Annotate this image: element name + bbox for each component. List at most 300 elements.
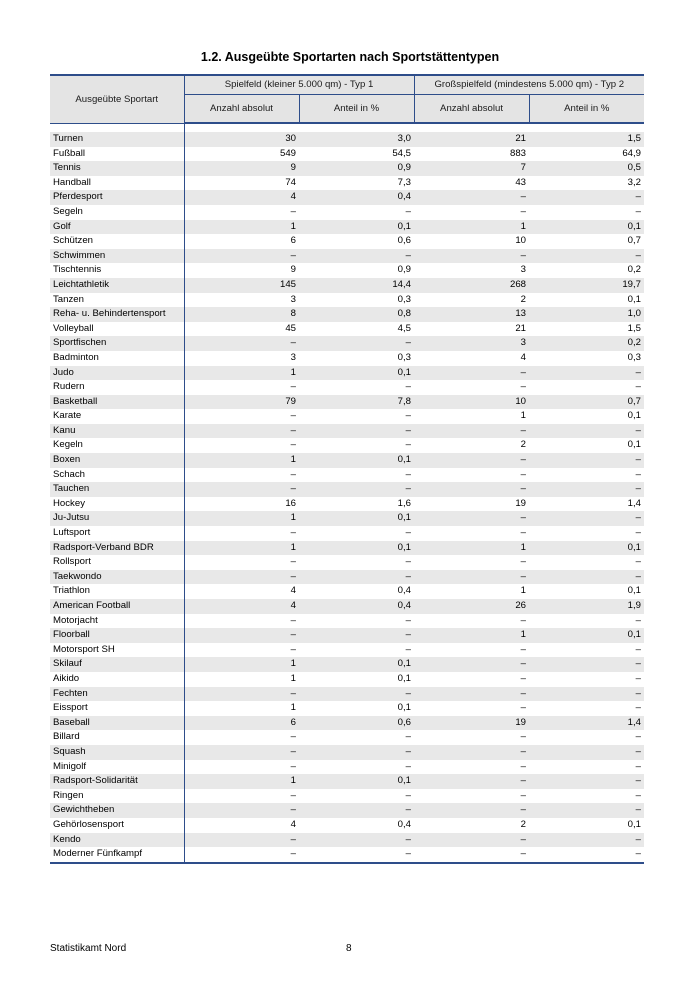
cell-value: –: [299, 570, 414, 585]
table-row: [50, 672, 644, 687]
cell-sport: Skilauf: [50, 657, 184, 672]
cell-value: –: [529, 847, 644, 863]
cell-sport: Reha- u. Behindertensport: [50, 307, 184, 322]
cell-sport: American Football: [50, 599, 184, 614]
table-row: [50, 453, 644, 468]
cell-value: 2: [520, 293, 527, 305]
cell-value: –: [635, 527, 642, 539]
cell-value: 1,4: [627, 497, 642, 509]
cell-value: 3: [520, 264, 527, 276]
cell-sport: Volleyball: [50, 322, 184, 337]
cell-value: 1: [184, 511, 299, 526]
cell-value: –: [520, 789, 527, 801]
cell-value: –: [529, 453, 644, 468]
cell-value: –: [405, 468, 412, 480]
cell-value: –: [635, 381, 642, 393]
cell-value: 16: [285, 497, 296, 509]
table-row: [50, 657, 644, 672]
cell-value: –: [414, 687, 529, 702]
table-row: [50, 614, 644, 629]
cell-value: –: [520, 672, 527, 684]
header-pct-type1: Anteil in %: [299, 94, 414, 123]
cell-value: –: [520, 468, 527, 480]
cell-value: 0,1: [299, 541, 414, 556]
cell-value: –: [184, 628, 299, 643]
cell-value: –: [290, 731, 296, 743]
cell-value: –: [529, 833, 644, 848]
table-row: [50, 322, 644, 337]
cell-value: 19,7: [529, 278, 644, 293]
cell-value: –: [529, 424, 644, 439]
cell-value: 1: [520, 410, 527, 422]
cell-sport: Motorsport SH: [50, 643, 184, 658]
cell-value: –: [520, 205, 527, 217]
cell-value: 1: [290, 672, 296, 684]
cell-value: 64,9: [622, 147, 642, 159]
cell-value: 0,7: [529, 395, 644, 410]
cell-value: 1: [414, 541, 529, 556]
cell-value: 7,8: [299, 395, 414, 410]
table-row: [50, 336, 644, 351]
cell-value: –: [414, 745, 529, 760]
table-row: [50, 541, 644, 556]
cell-value: 74: [285, 176, 296, 188]
cell-value: –: [529, 657, 644, 672]
cell-value: –: [529, 482, 644, 497]
cell-value: 0,8: [299, 307, 414, 322]
cell-sport: Moderner Fünfkampf: [50, 847, 184, 863]
cell-value: 10: [414, 395, 529, 410]
cell-value: –: [405, 205, 412, 217]
table-row: [50, 366, 644, 381]
cell-value: 0,1: [397, 702, 412, 714]
cell-value: –: [405, 381, 412, 393]
cell-value: –: [529, 249, 644, 264]
cell-value: 0,1: [299, 220, 414, 235]
cell-value: –: [184, 803, 299, 818]
cell-value: 0,3: [397, 293, 412, 305]
table-row: [50, 307, 644, 322]
cell-value: 0,1: [529, 220, 644, 235]
cell-value: 8: [184, 307, 299, 322]
cell-sport: Kegeln: [50, 438, 184, 453]
cell-value: –: [635, 672, 642, 684]
table-row: [50, 716, 644, 731]
cell-value: 0,1: [299, 657, 414, 672]
cell-value: –: [290, 527, 296, 539]
cell-value: –: [299, 687, 414, 702]
cell-value: 1,0: [529, 307, 644, 322]
cell-sport: Ju-Jutsu: [50, 511, 184, 526]
cell-sport: Baseball: [50, 716, 184, 731]
cell-value: –: [299, 628, 414, 643]
table-row: [50, 351, 644, 366]
cell-sport: Floorball: [50, 628, 184, 643]
cell-value: –: [520, 381, 527, 393]
cell-value: 1: [184, 657, 299, 672]
cell-value: –: [414, 366, 529, 381]
cell-value: –: [405, 439, 412, 451]
cell-value: 1,4: [529, 716, 644, 731]
cell-value: 7,3: [397, 176, 412, 188]
table-row: [50, 774, 644, 789]
cell-value: 0,5: [529, 161, 644, 176]
cell-value: 2: [520, 439, 527, 451]
cell-value: –: [414, 833, 529, 848]
cell-sport: Judo: [50, 366, 184, 381]
cell-value: 6: [184, 716, 299, 731]
cell-value: 4: [184, 190, 299, 205]
cell-value: –: [405, 614, 412, 626]
cell-sport: Sportfischen: [50, 336, 184, 351]
header-group-type2: Großspielfeld (mindestens 5.000 qm) - Typ 2: [414, 75, 644, 94]
table-row: [50, 628, 644, 643]
cell-sport: Tennis: [50, 161, 184, 176]
cell-value: 45: [285, 322, 296, 334]
cell-value: 0,4: [397, 585, 412, 597]
cell-value: 1: [184, 453, 299, 468]
cell-value: –: [529, 366, 644, 381]
table-row: [50, 599, 644, 614]
table-row: [50, 745, 644, 760]
cell-value: 0,4: [397, 818, 412, 830]
cell-value: –: [414, 482, 529, 497]
cell-value: –: [520, 527, 527, 539]
cell-value: –: [184, 745, 299, 760]
cell-value: 4,5: [397, 322, 412, 334]
cell-value: –: [405, 410, 412, 422]
table-row: [50, 555, 644, 570]
table-row: [50, 234, 644, 249]
cell-value: 4: [520, 351, 527, 363]
cell-value: 2: [520, 818, 527, 830]
cell-value: –: [299, 424, 414, 439]
cell-value: –: [290, 556, 296, 568]
cell-sport: Billard: [50, 730, 184, 745]
cell-value: 1: [184, 541, 299, 556]
cell-value: –: [635, 789, 642, 801]
table-row: [50, 438, 644, 453]
table-row: [50, 468, 644, 483]
table-row: [50, 147, 644, 162]
cell-value: 21: [515, 322, 527, 334]
cell-value: 0,7: [627, 235, 642, 247]
cell-value: –: [414, 424, 529, 439]
cell-value: 0,3: [627, 351, 642, 363]
cell-sport: Pferdesport: [50, 190, 184, 205]
cell-sport: Karate: [50, 409, 184, 424]
sport-table: [50, 74, 644, 864]
cell-value: 0,1: [299, 774, 414, 789]
table-row: [50, 263, 644, 278]
cell-value: –: [184, 424, 299, 439]
cell-value: –: [184, 833, 299, 848]
cell-sport: Turnen: [50, 132, 184, 147]
cell-sport: Leichtathletik: [50, 278, 184, 293]
cell-value: 3,0: [299, 132, 414, 147]
cell-value: 19: [515, 497, 527, 509]
cell-value: 145: [184, 278, 299, 293]
table-row: [50, 161, 644, 176]
cell-value: –: [414, 847, 529, 863]
cell-value: –: [299, 833, 414, 848]
cell-value: 0,1: [627, 410, 642, 422]
cell-value: –: [290, 614, 296, 626]
cell-value: –: [529, 745, 644, 760]
cell-value: 0,1: [529, 628, 644, 643]
cell-value: 0,1: [299, 453, 414, 468]
cell-value: 26: [414, 599, 529, 614]
cell-value: 0,1: [627, 439, 642, 451]
header-abs-type1: Anzahl absolut: [184, 94, 299, 123]
table-row: [50, 482, 644, 497]
cell-value: 0,6: [397, 235, 412, 247]
footer-publisher: Statistikamt Nord: [50, 943, 127, 954]
cell-sport: Gewichtheben: [50, 803, 184, 818]
cell-value: –: [529, 803, 644, 818]
cell-value: –: [299, 803, 414, 818]
table-row: [50, 570, 644, 585]
table-row: [50, 380, 644, 395]
table-row: [50, 701, 644, 716]
cell-value: –: [520, 614, 527, 626]
cell-value: –: [520, 643, 527, 655]
cell-value: –: [405, 527, 412, 539]
cell-value: –: [635, 614, 642, 626]
cell-value: 0,9: [299, 161, 414, 176]
table-row: [50, 278, 644, 293]
footer-page-number: 8: [346, 943, 352, 954]
table-row: [50, 190, 644, 205]
cell-value: 43: [515, 176, 527, 188]
cell-value: 0,1: [299, 366, 414, 381]
cell-value: –: [414, 803, 529, 818]
cell-sport: Schützen: [50, 234, 184, 249]
cell-value: –: [529, 190, 644, 205]
cell-sport: Eissport: [50, 701, 184, 716]
header-pct-type2: Anteil in %: [529, 94, 644, 123]
cell-value: 9: [290, 264, 296, 276]
table-row: [50, 643, 644, 658]
cell-value: –: [184, 249, 299, 264]
cell-value: 9: [184, 161, 299, 176]
cell-value: 0,4: [299, 599, 414, 614]
cell-value: 1,5: [529, 132, 644, 147]
table-row: [50, 249, 644, 264]
cell-value: –: [414, 774, 529, 789]
cell-value: 3: [290, 351, 296, 363]
cell-value: –: [635, 556, 642, 568]
cell-value: 54,5: [392, 147, 412, 159]
cell-value: 0,1: [627, 585, 642, 597]
cell-sport: Rollsport: [50, 555, 184, 570]
cell-value: 1: [184, 366, 299, 381]
cell-sport: Kendo: [50, 833, 184, 848]
cell-value: –: [184, 482, 299, 497]
cell-sport: Tischtennis: [50, 263, 184, 278]
cell-value: –: [290, 381, 296, 393]
cell-value: –: [520, 556, 527, 568]
cell-value: 3,2: [627, 176, 642, 188]
cell-value: 0,1: [529, 541, 644, 556]
cell-value: –: [414, 511, 529, 526]
cell-value: –: [299, 745, 414, 760]
cell-value: 14,4: [299, 278, 414, 293]
cell-value: 0,6: [299, 716, 414, 731]
table-row: [50, 818, 644, 833]
cell-value: –: [405, 731, 412, 743]
cell-sport: Segeln: [50, 205, 184, 220]
cell-value: –: [405, 760, 412, 772]
table-row: [50, 293, 644, 308]
cell-value: 0,2: [529, 336, 644, 351]
cell-value: 1,5: [627, 322, 642, 334]
cell-value: –: [529, 774, 644, 789]
cell-value: –: [405, 556, 412, 568]
cell-value: 549: [279, 147, 296, 159]
cell-value: –: [529, 687, 644, 702]
cell-value: 1: [414, 628, 529, 643]
cell-value: 0,1: [299, 511, 414, 526]
cell-sport: Kanu: [50, 424, 184, 439]
cell-value: 0,1: [627, 818, 642, 830]
cell-value: –: [520, 760, 527, 772]
cell-value: –: [414, 453, 529, 468]
cell-value: –: [405, 643, 412, 655]
cell-value: 3: [290, 293, 296, 305]
cell-sport: Luftsport: [50, 526, 184, 541]
table-row: [50, 176, 644, 191]
cell-sport: Gehörlosensport: [50, 818, 184, 833]
cell-value: –: [290, 205, 296, 217]
cell-value: 21: [414, 132, 529, 147]
cell-value: –: [635, 702, 642, 714]
cell-value: 10: [515, 235, 527, 247]
cell-value: 0,3: [397, 351, 412, 363]
cell-sport: Minigolf: [50, 760, 184, 775]
cell-value: 7: [414, 161, 529, 176]
cell-value: 1: [184, 774, 299, 789]
cell-value: –: [635, 760, 642, 772]
cell-sport: Fechten: [50, 687, 184, 702]
cell-value: –: [414, 249, 529, 264]
cell-value: 19: [414, 716, 529, 731]
cell-sport: Triathlon: [50, 584, 184, 599]
table-row: [50, 395, 644, 410]
cell-value: –: [520, 731, 527, 743]
header-sport: Ausgeübte Sportart: [50, 75, 184, 123]
cell-value: –: [635, 205, 642, 217]
table-row: [50, 526, 644, 541]
cell-value: –: [290, 468, 296, 480]
cell-value: –: [290, 410, 296, 422]
cell-value: –: [184, 847, 299, 863]
cell-value: 0,4: [299, 190, 414, 205]
table-row: [50, 687, 644, 702]
cell-sport: Aikido: [50, 672, 184, 687]
header-group-type1: Spielfeld (kleiner 5.000 qm) - Typ 1: [184, 75, 414, 94]
cell-value: –: [529, 511, 644, 526]
cell-value: 4: [184, 599, 299, 614]
cell-sport: Schwimmen: [50, 249, 184, 264]
cell-value: –: [299, 847, 414, 863]
cell-value: –: [290, 760, 296, 772]
cell-sport: Radsport-Verband BDR: [50, 541, 184, 556]
table-row: [50, 760, 644, 775]
cell-value: 0,1: [397, 672, 412, 684]
cell-value: 3: [414, 336, 529, 351]
cell-value: –: [405, 789, 412, 801]
cell-value: 0,9: [397, 264, 412, 276]
table-row: [50, 205, 644, 220]
cell-value: 1,9: [529, 599, 644, 614]
cell-value: 4: [290, 818, 296, 830]
table-row: [50, 730, 644, 745]
cell-value: –: [299, 336, 414, 351]
cell-value: –: [184, 570, 299, 585]
cell-value: 268: [414, 278, 529, 293]
cell-sport: Golf: [50, 220, 184, 235]
cell-value: –: [184, 336, 299, 351]
table-row: [50, 847, 644, 863]
cell-value: –: [635, 643, 642, 655]
cell-value: –: [299, 249, 414, 264]
cell-value: 0,2: [627, 264, 642, 276]
cell-sport: Handball: [50, 176, 184, 191]
cell-sport: Squash: [50, 745, 184, 760]
cell-value: 0,1: [627, 293, 642, 305]
cell-value: 4: [290, 585, 296, 597]
table-row: [50, 833, 644, 848]
cell-value: –: [414, 657, 529, 672]
cell-value: –: [184, 687, 299, 702]
cell-value: 1: [184, 220, 299, 235]
cell-value: 13: [414, 307, 529, 322]
cell-value: –: [290, 643, 296, 655]
cell-sport: Radsport-Solidarität: [50, 774, 184, 789]
table-row: [50, 789, 644, 804]
cell-value: 30: [184, 132, 299, 147]
cell-value: –: [414, 570, 529, 585]
table-row: [50, 409, 644, 424]
cell-value: 1: [520, 585, 527, 597]
cell-value: –: [635, 468, 642, 480]
cell-value: 1,6: [397, 497, 412, 509]
cell-sport: Boxen: [50, 453, 184, 468]
header-abs-type2: Anzahl absolut: [414, 94, 529, 123]
cell-sport: Tauchen: [50, 482, 184, 497]
table-row: [50, 424, 644, 439]
cell-value: –: [414, 190, 529, 205]
cell-value: –: [635, 731, 642, 743]
page-title: 1.2. Ausgeübte Sportarten nach Sportstättentypen: [200, 50, 500, 64]
cell-sport: Motorjacht: [50, 614, 184, 629]
cell-sport: Hockey: [50, 497, 184, 512]
cell-value: 883: [510, 147, 527, 159]
table-row: [50, 497, 644, 512]
cell-sport: Schach: [50, 468, 184, 483]
cell-sport: Tanzen: [50, 293, 184, 308]
cell-value: 6: [290, 235, 296, 247]
cell-value: –: [290, 439, 296, 451]
cell-sport: Badminton: [50, 351, 184, 366]
cell-sport: Fußball: [50, 147, 184, 162]
cell-value: –: [520, 702, 527, 714]
cell-sport: Rudern: [50, 380, 184, 395]
cell-sport: Taekwondo: [50, 570, 184, 585]
table-row: [50, 803, 644, 818]
cell-value: 79: [184, 395, 299, 410]
